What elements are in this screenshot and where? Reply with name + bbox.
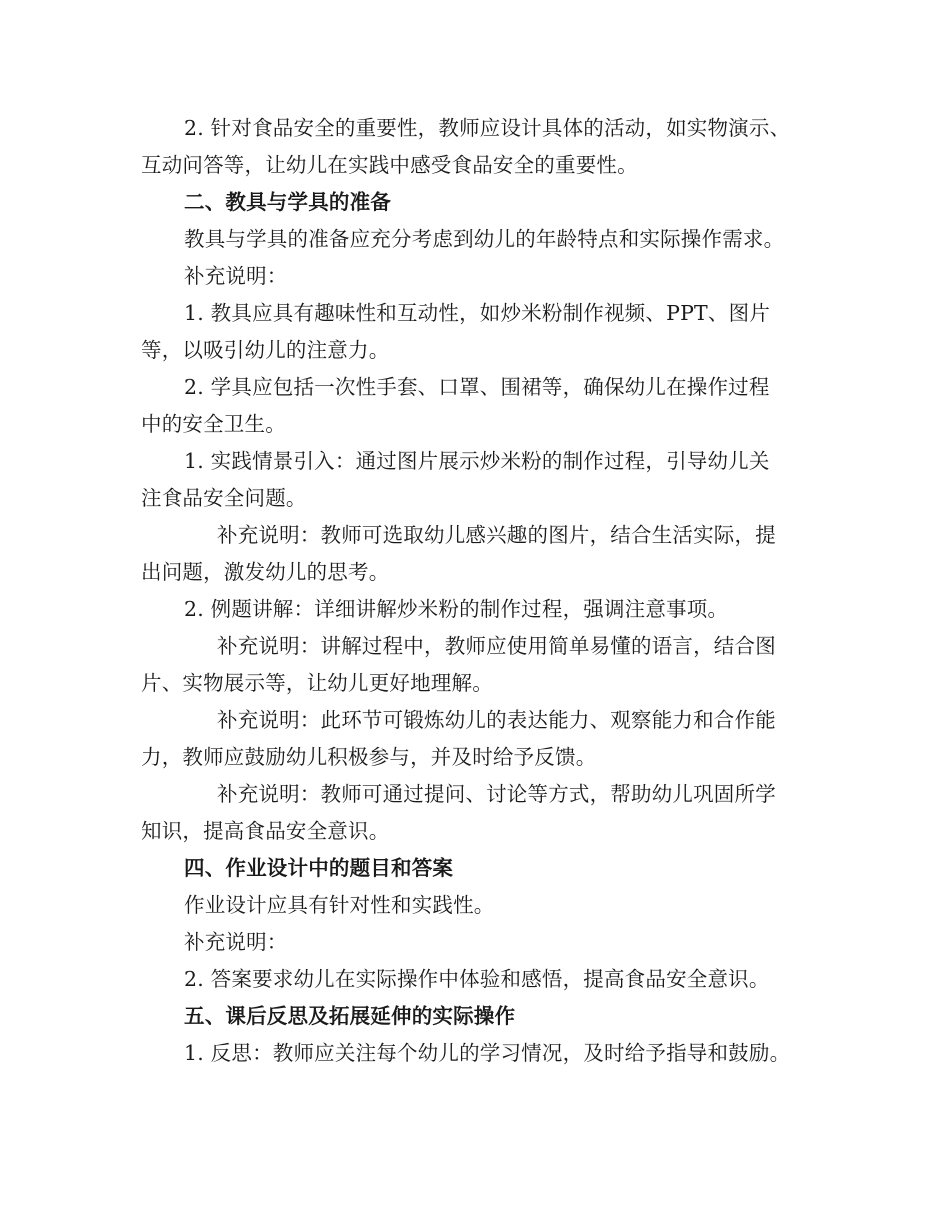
paragraph-line: 出问题，激发幼儿的思考。	[141, 560, 390, 584]
paragraph-line: 力，教师应鼓励幼儿积极参与，并及时给予反馈。	[141, 745, 597, 769]
paragraph-line: 2. 学具应包括一次性手套、口罩、围裙等，确保幼儿在操作过程	[184, 375, 770, 399]
section-heading: 四、作业设计中的题目和答案	[184, 856, 454, 880]
paragraph-line: 注食品安全问题。	[141, 486, 307, 510]
paragraph-line: 等，以吸引幼儿的注意力。	[141, 338, 390, 362]
paragraph-line: 补充说明：此环节可锻炼幼儿的表达能力、观察能力和合作能	[217, 708, 776, 732]
paragraph-line: 2. 答案要求幼儿在实际操作中体验和感悟，提高食品安全意识。	[184, 967, 770, 991]
paragraph-line: 补充说明：讲解过程中，教师应使用简单易懂的语言，结合图	[217, 634, 776, 658]
paragraph-line: 互动问答等，让幼儿在实践中感受食品安全的重要性。	[141, 153, 638, 177]
paragraph-line: 作业设计应具有针对性和实践性。	[184, 893, 495, 917]
paragraph-line: 补充说明：	[184, 264, 288, 288]
section-heading: 五、课后反思及拓展延伸的实际操作	[184, 1004, 516, 1028]
paragraph-line: 1. 实践情景引入：通过图片展示炒米粉的制作过程，引导幼儿关	[184, 449, 770, 473]
paragraph-line: 中的安全卫生。	[141, 412, 286, 436]
paragraph-line: 1. 教具应具有趣味性和互动性，如炒米粉制作视频、PPT、图片	[184, 301, 771, 325]
paragraph-line: 2. 例题讲解：详细讲解炒米粉的制作过程，强调注意事项。	[184, 597, 729, 621]
paragraph-line: 片、实物展示等，让幼儿更好地理解。	[141, 671, 493, 695]
paragraph-line: 2. 针对食品安全的重要性，教师应设计具体的活动，如实物演示、	[184, 116, 791, 140]
paragraph-line: 补充说明：教师可选取幼儿感兴趣的图片，结合生活实际，提	[217, 523, 776, 547]
section-heading: 二、教具与学具的准备	[184, 190, 391, 214]
paragraph-line: 补充说明：教师可通过提问、讨论等方式，帮助幼儿巩固所学	[217, 782, 776, 806]
paragraph-line: 1. 反思：教师应关注每个幼儿的学习情况，及时给予指导和鼓励。	[184, 1041, 791, 1065]
paragraph-line: 教具与学具的准备应充分考虑到幼儿的年龄特点和实际操作需求。	[184, 227, 785, 251]
paragraph-line: 知识，提高食品安全意识。	[141, 819, 390, 843]
paragraph-line: 补充说明：	[184, 930, 288, 954]
